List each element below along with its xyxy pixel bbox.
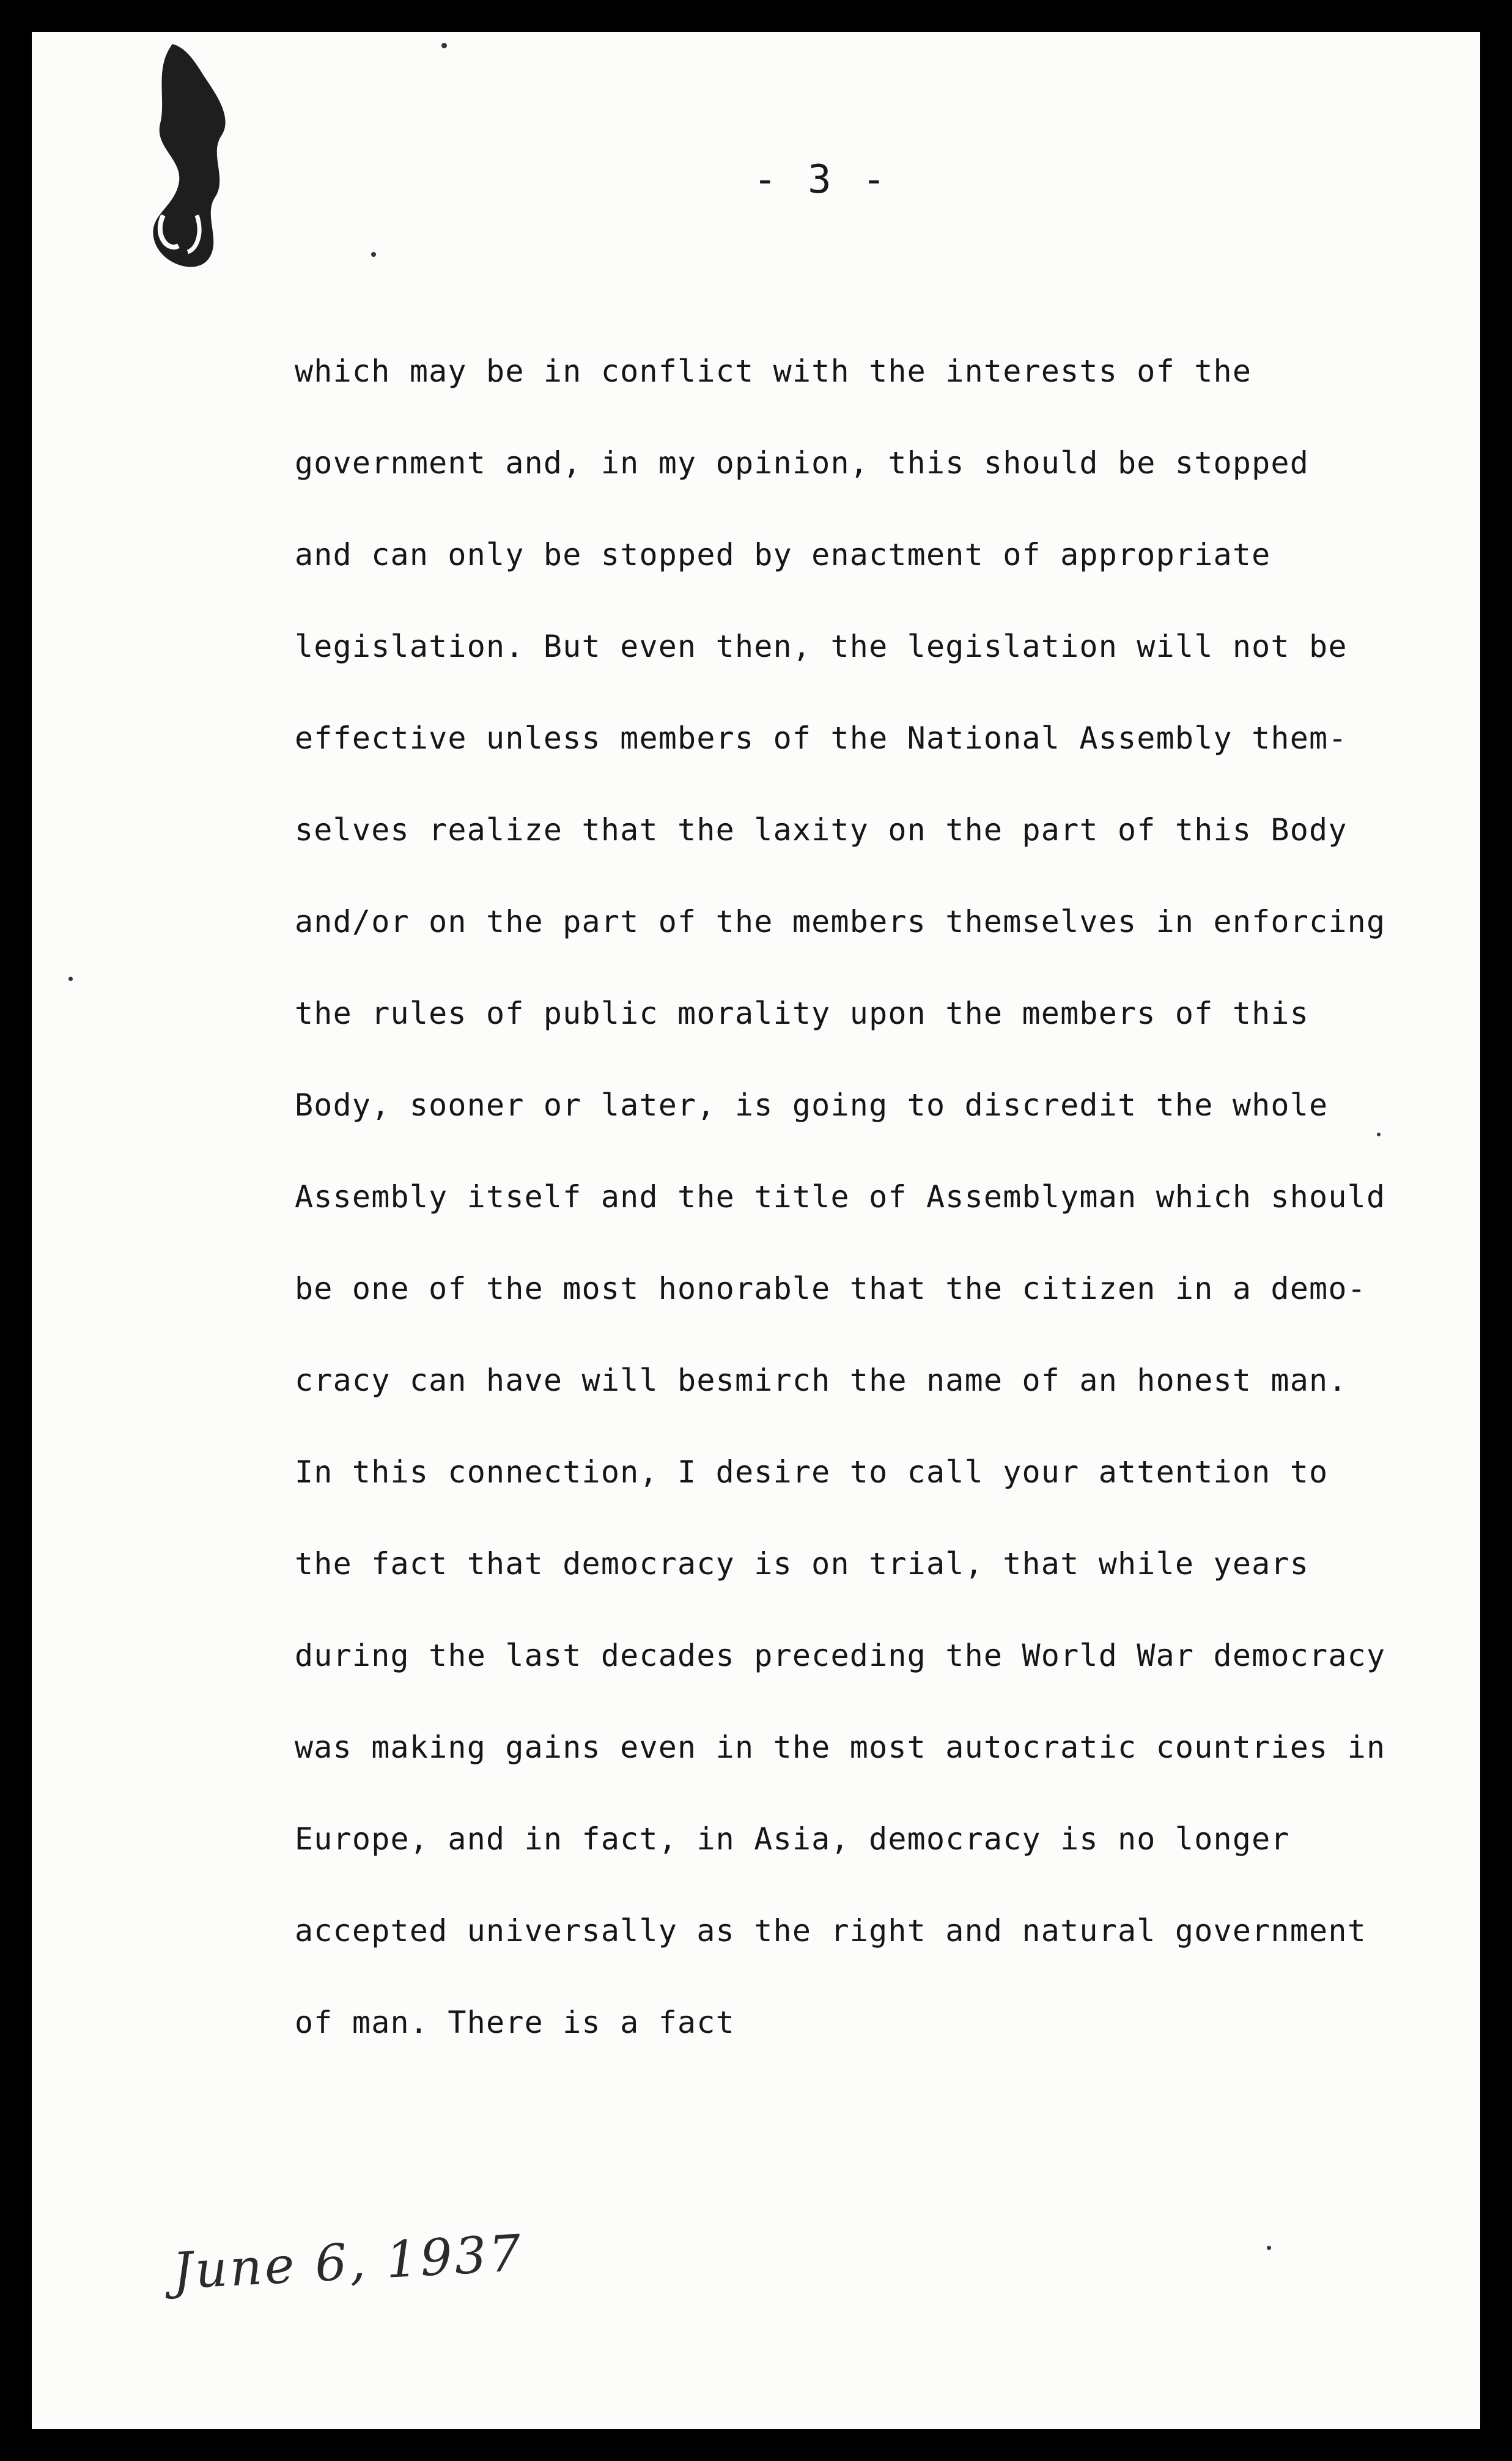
paper-speck bbox=[371, 252, 376, 257]
text-line: In this connection, I desire to call your attention to bbox=[295, 1454, 1329, 1490]
text-line: be one of the most honorable that the citizen in a demo- bbox=[295, 1271, 1366, 1306]
text-line: government and, in my opinion, this should be stopped bbox=[295, 445, 1310, 481]
binding-ink-mark bbox=[130, 32, 270, 289]
paper-speck bbox=[68, 977, 73, 981]
text-line: Body, sooner or later, is going to discredit the whole bbox=[295, 1087, 1329, 1123]
text-line: the rules of public morality upon the members of this bbox=[295, 996, 1310, 1031]
text-line: accepted universally as the right and natural government bbox=[295, 1913, 1366, 1948]
page-number: - 3 - bbox=[753, 157, 890, 202]
text-line: cracy can have will besmirch the name of an honest man. bbox=[295, 1363, 1348, 1398]
paper-speck bbox=[1267, 2246, 1271, 2250]
text-line: legislation. But even then, the legislation will not be bbox=[295, 629, 1348, 664]
text-line: of man. There is a fact bbox=[295, 2005, 735, 2040]
document-page bbox=[32, 32, 1480, 2429]
text-line: during the last decades preceding the World War democracy bbox=[295, 1638, 1386, 1673]
text-line: and can only be stopped by enactment of appropriate bbox=[295, 537, 1271, 572]
text-line: was making gains even in the most autocratic countries in bbox=[295, 1730, 1386, 1765]
text-line: Europe, and in fact, in Asia, democracy is no longer bbox=[295, 1821, 1290, 1857]
typed-body-text bbox=[295, 325, 1432, 2068]
text-line: which may be in conflict with the interests of the bbox=[295, 353, 1252, 389]
handwritten-date: June 6, 1937 bbox=[171, 2224, 525, 2301]
paper-speck bbox=[1377, 1133, 1381, 1136]
paper-speck bbox=[441, 43, 447, 48]
text-line: effective unless members of the National Assembly them- bbox=[295, 720, 1348, 756]
text-line: selves realize that the laxity on the part of this Body bbox=[295, 812, 1348, 848]
text-line: the fact that democracy is on trial, that while years bbox=[295, 1546, 1310, 1582]
text-line: and/or on the part of the members themselves in enforcing bbox=[295, 904, 1386, 939]
text-line: Assembly itself and the title of Assemblyman which should bbox=[295, 1179, 1386, 1215]
